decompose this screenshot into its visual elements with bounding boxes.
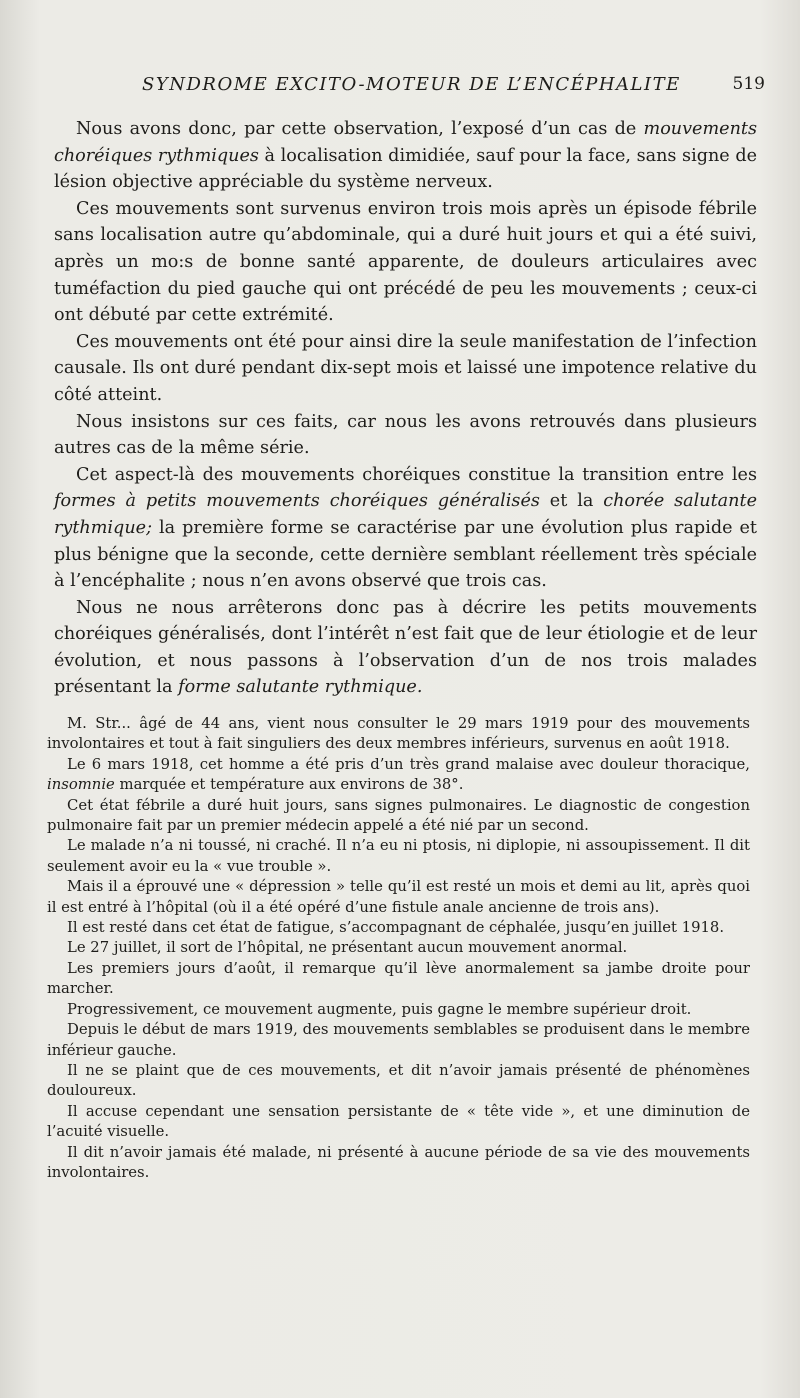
observation-paragraph: Depuis le début de mars 1919, des mouvements semblables se produisent dans le membre inférieur gauche. — [47, 1021, 750, 1059]
observation-paragraph: Il est resté dans cet état de fatigue, s’accompagnant de céphalée, jusqu’en juillet 1918. — [67, 919, 725, 937]
observation-paragraph: Mais il a éprouvé une « dépression » telle qu’il est resté un mois et demi au lit, après quoi il est entré à l’hôpital (où il a été opéré d’une fistule anale ancienne de trois ans). — [47, 878, 750, 916]
observation-paragraph: Il ne se plaint que de ces mouvements, et dit n’avoir jamais présenté de phénomènes douloureux. — [47, 1061, 750, 1100]
paragraph: Ces mouvements sont survenus environ trois mois après un épisode fébrile sans localisation autre qu’abdominale, qui a duré huit jours et qui a été suivi, après un mo:s de bonne santé apparente, de douleurs articulaires avec tuméfaction du pied gauche qui ont précédé de peu les mouvements ; ceux-ci ont débuté par cette extrémité. — [54, 198, 757, 326]
observation-paragraph: Le 27 juillet, il sort de l’hôpital, ne présentant aucun mouvement anormal. — [67, 939, 628, 957]
paragraph: Cet aspect-là des mouvements choréiques constitue la transition entre les formes à petits mouvements choréiques généralisés et la chorée salutante rythmique; la première forme se caractérise par une évolution plus rapide et plus bénigne que la seconde, cette dernière semblant réellement très spéciale à l’encéphalite ; nous n’en avons observé que trois cas. — [54, 464, 757, 592]
page-number: 519 — [732, 74, 765, 94]
emphasis: formes à petits mouvements choréiques généralisés — [54, 491, 540, 512]
observation-paragraph: Cet état fébrile a duré huit jours, sans signes pulmonaires. Le diagnostic de congestion pulmonaire fait par un premier médecin appelé a été nié par un second. — [47, 796, 750, 835]
observation-paragraph: Il accuse cependant une sensation persistante de « tête vide », et une diminution de l’acuité visuelle. — [47, 1102, 750, 1141]
observation-paragraph: Il dit n’avoir jamais été malade, ni présenté à aucune période de sa vie des mouvements involontaires. — [47, 1143, 750, 1181]
main-text — [54, 116, 757, 701]
paragraph: Nous avons donc, par cette observation, l’exposé d’un cas de mouvements choréiques rythmiques à localisation dimidiée, sauf pour la face, sans signe de lésion objective appréciable du système nerveux. — [54, 119, 757, 193]
observation-paragraph: Le 6 mars 1918, cet homme a été pris d’un très grand malaise avec douleur thoracique, insomnie marquée et température aux environs de 38°. — [47, 755, 750, 794]
observation-paragraph: M. Str... âgé de 44 ans, vient nous consulter le 29 mars 1919 pour des mouvements involontaires et tout à fait singuliers des deux membres inférieurs, survenus en août 1918. — [47, 715, 750, 753]
emphasis: mouvements choréiques rythmiques — [54, 119, 757, 166]
paragraph: Ces mouvements ont été pour ainsi dire la seule manifestation de l’infection causale. Ils ont duré pendant dix-sept mois et laissé une impotence relative du côté atteint. — [54, 331, 757, 405]
emphasis: forme salutante rythmique. — [178, 677, 423, 698]
running-title: SYNDROME EXCITO-MOTEUR DE L’ENCÉPHALITE — [142, 74, 681, 95]
observation-paragraph: Le malade n’a ni toussé, ni craché. Il n’a eu ni ptosis, ni diplopie, ni assoupissement. Il dit seulement avoir eu la « vue trouble ». — [47, 837, 750, 875]
emphasis: insomnie — [47, 776, 115, 794]
emphasis: chorée salutante rythmique; — [54, 491, 757, 538]
page-header — [54, 74, 765, 102]
paragraph: Nous insistons sur ces faits, car nous les avons retrouvés dans plusieurs autres cas de la même série. — [54, 411, 757, 459]
observation-paragraph: Les premiers jours d’août, il remarque qu’il lève anormalement sa jambe droite pour marcher. — [47, 959, 750, 998]
paragraph: Nous ne nous arrêterons donc pas à décrire les petits mouvements choréiques généralisés, dont l’intérêt n’est fait que de leur étiologie et de leur évolution, et nous passons à l’observation d’un de nos trois malades présentant la forme salutante rythmique. — [54, 597, 757, 698]
observation-text — [47, 714, 750, 1183]
observation-paragraph: Progressivement, ce mouvement augmente, puis gagne le membre supérieur droit. — [67, 1000, 692, 1018]
